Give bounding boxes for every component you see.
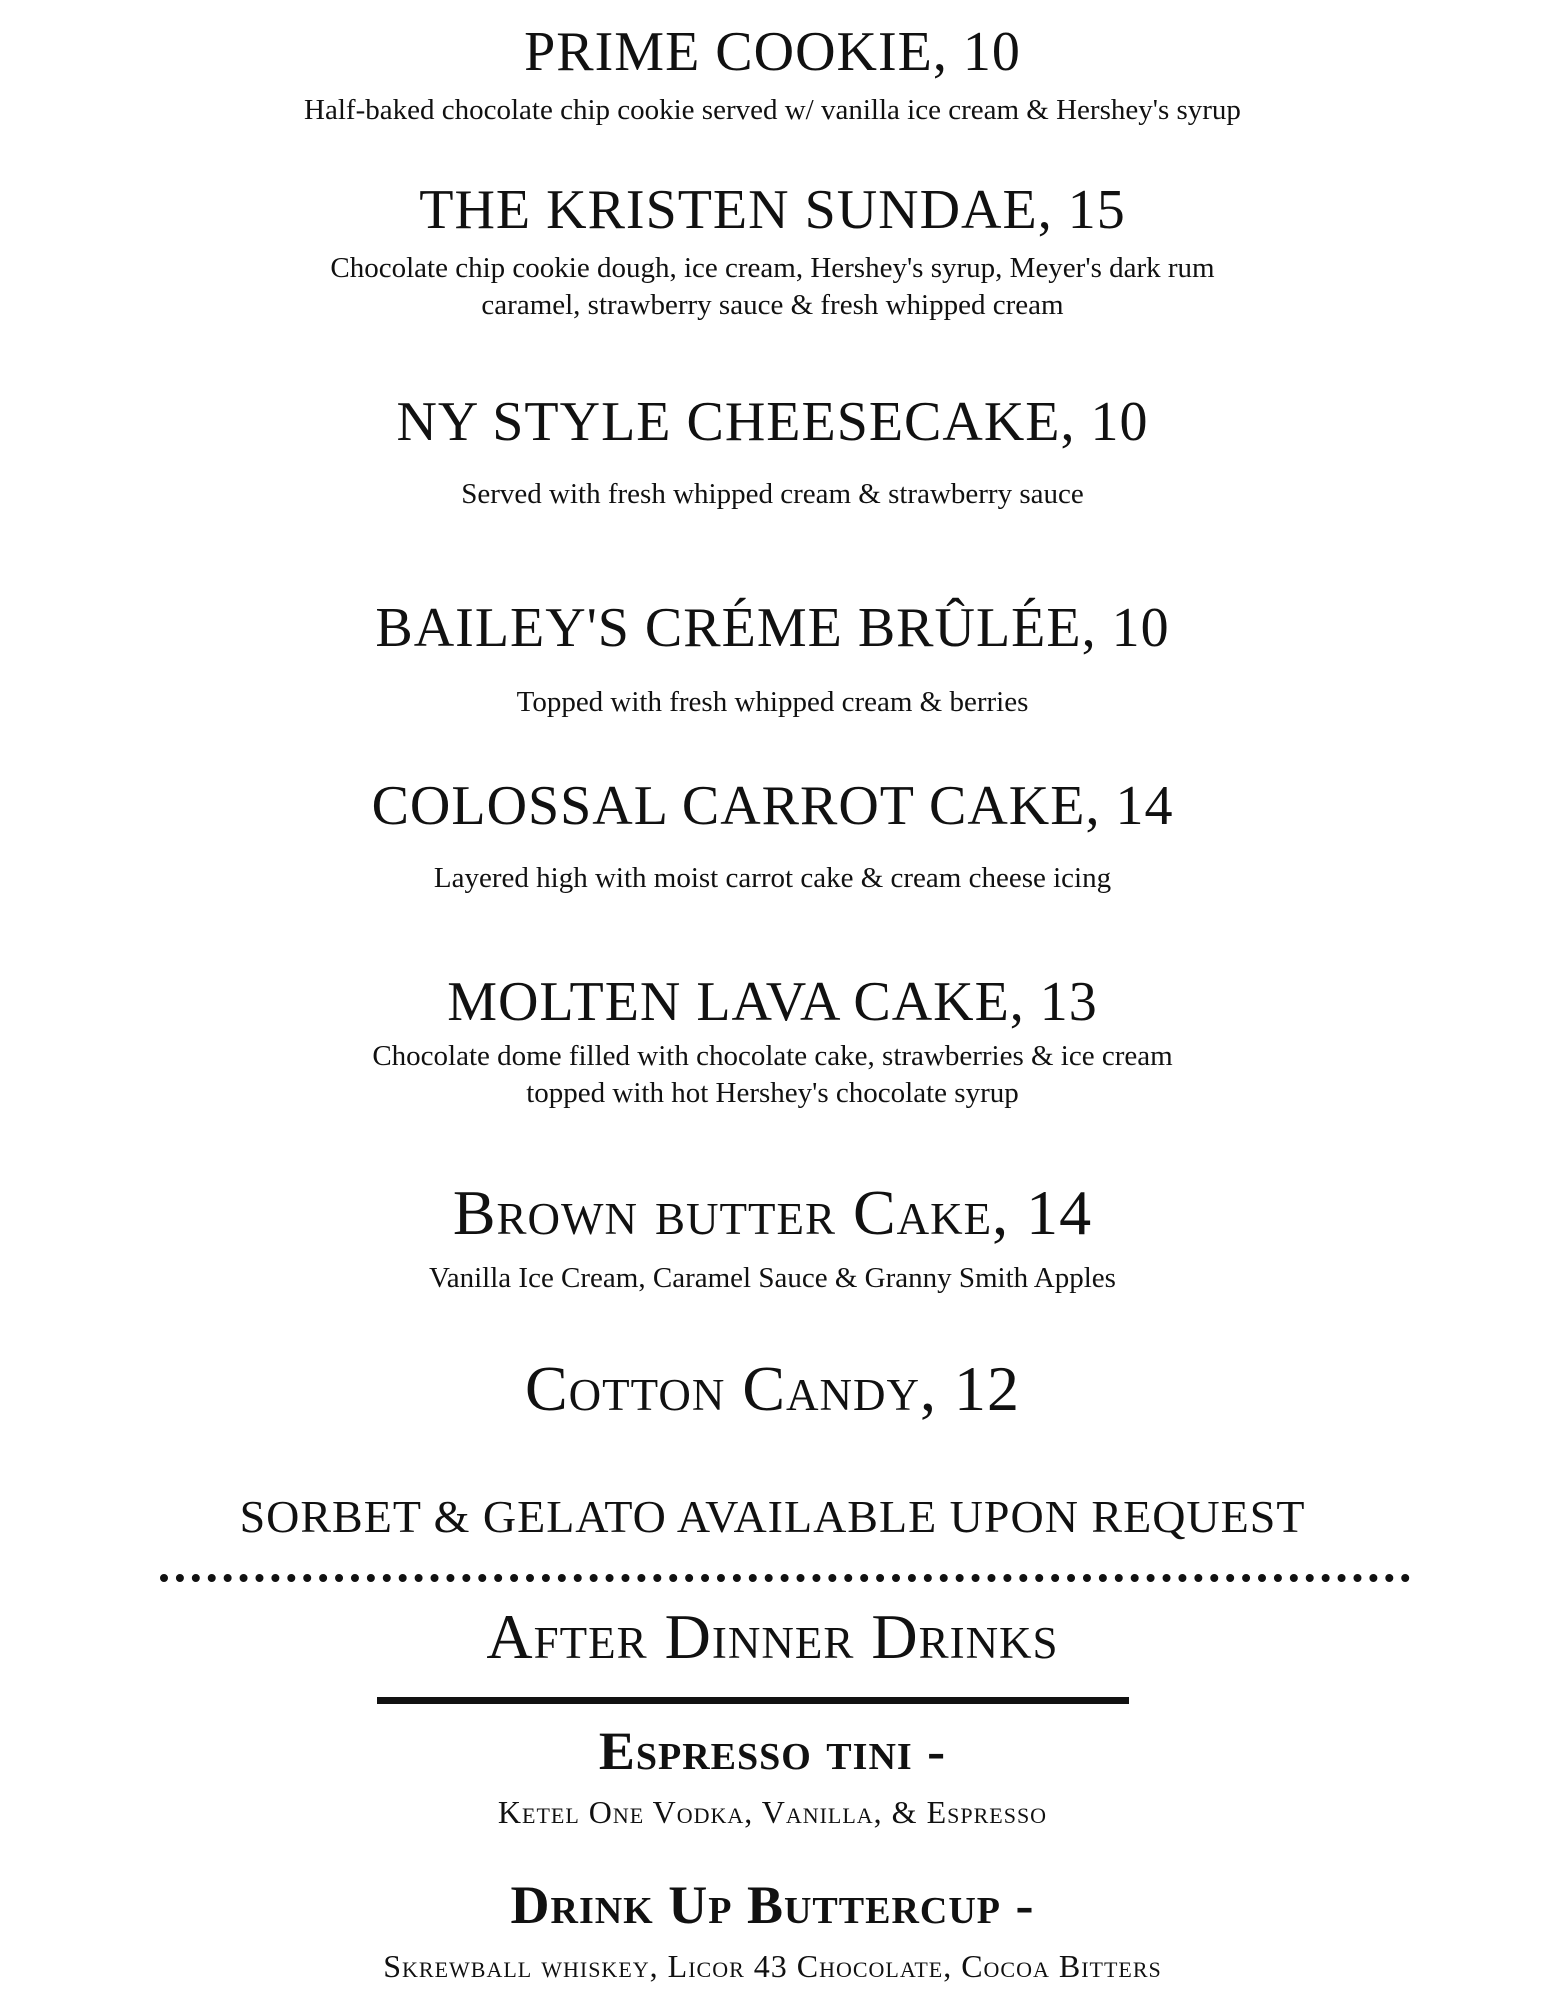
dessert-title-prime-cookie: PRIME COOKIE, 10 xyxy=(524,21,1021,83)
dotted-divider xyxy=(160,1574,1410,1582)
description-line: Served with fresh whipped cream & strawberry sauce xyxy=(461,478,1084,510)
dessert-desc-brown-butter-cake xyxy=(0,1260,1545,1297)
dessert-title-cheesecake: NY STYLE CHEESECAKE, 10 xyxy=(396,391,1149,453)
dessert-desc-kristen-sundae xyxy=(0,250,1545,324)
dessert-title-kristen-sundae: THE KRISTEN SUNDAE, 15 xyxy=(419,179,1126,241)
dessert-desc-creme-brulee xyxy=(0,684,1545,721)
dessert-desc-prime-cookie xyxy=(0,92,1545,129)
section-underline xyxy=(377,1697,1129,1704)
drink-title-espresso-tini: Espresso tini - xyxy=(598,1721,947,1781)
description-line: Chocolate dome filled with chocolate cake, strawberries & ice cream xyxy=(372,1040,1173,1072)
dessert-title-lava-cake: MOLTEN LAVA CAKE, 13 xyxy=(447,971,1098,1033)
dessert-title-brown-butter-cake: Brown butter Cake, 14 xyxy=(452,1177,1093,1248)
dessert-desc-lava-cake xyxy=(0,1038,1545,1112)
description-line: Topped with fresh whipped cream & berries xyxy=(516,686,1029,718)
description-line: Chocolate chip cookie dough, ice cream, Hershey's syrup, Meyer's dark rum xyxy=(330,252,1215,284)
dessert-title-cotton-candy: Cotton Candy, 12 xyxy=(524,1353,1021,1424)
drink-title-drink-up-buttercup: Drink Up Buttercup - xyxy=(510,1875,1035,1935)
dessert-title-carrot-cake: COLOSSAL CARROT CAKE, 14 xyxy=(371,775,1174,837)
dessert-desc-cheesecake xyxy=(0,476,1545,513)
description-line: Layered high with moist carrot cake & cream cheese icing xyxy=(433,862,1112,894)
description-line: Vanilla Ice Cream, Caramel Sauce & Granny Smith Apples xyxy=(429,1262,1116,1294)
dessert-title-creme-brulee: BAILEY'S CRÉME BRÛLÉE, 10 xyxy=(375,597,1170,659)
drink-desc-espresso-tini: Ketel One Vodka, Vanilla, & Espresso xyxy=(497,1794,1048,1830)
drink-desc-drink-up-buttercup: Skrewball whiskey, Licor 43 Chocolate, Cocoa Bitters xyxy=(383,1948,1162,1984)
section-title-after-dinner-drinks: After Dinner Drinks xyxy=(486,1601,1059,1672)
description-line: topped with hot Hershey's chocolate syrup xyxy=(526,1077,1019,1109)
description-line: Half-baked chocolate chip cookie served w/ vanilla ice cream & Hershey's syrup xyxy=(304,94,1241,126)
dessert-desc-carrot-cake xyxy=(0,860,1545,897)
description-line: caramel, strawberry sauce & fresh whipped cream xyxy=(481,289,1064,321)
sorbet-gelato-notice: SORBET & GELATO AVAILABLE UPON REQUEST xyxy=(239,1491,1306,1542)
